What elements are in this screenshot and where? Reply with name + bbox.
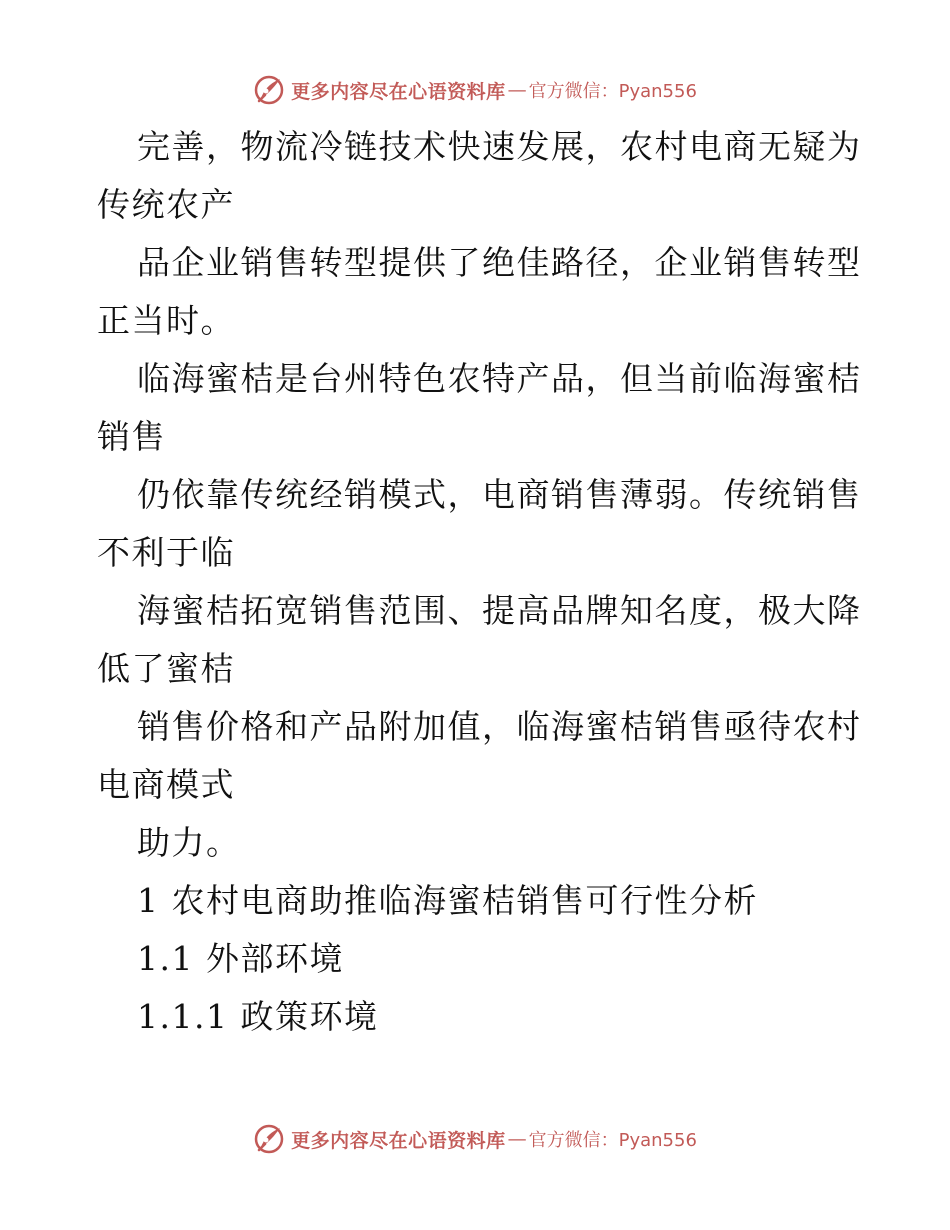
subsection-heading: 1.1 外部环境	[137, 939, 344, 978]
body-line: 完善，物流冷链技术快速发展，农村电商无疑为	[137, 127, 862, 166]
body-line: 海蜜桔拓宽销售范围、提高品牌知名度，极大降	[137, 591, 862, 630]
quill-logo-icon	[253, 74, 285, 106]
section-heading: 1 农村电商助推临海蜜桔销售可行性分析	[137, 881, 758, 920]
body-line: 传统农产	[97, 185, 235, 224]
body-line: 正当时。	[97, 301, 235, 340]
body-line: 临海蜜桔是台州特色农特产品，但当前临海蜜桔	[137, 359, 862, 398]
footer-brand-text: 更多内容尽在心语资料库	[291, 1129, 506, 1152]
header-wechat-text: 官方微信：Pyan556	[528, 81, 697, 102]
quill-logo-icon	[253, 1123, 285, 1155]
body-line: 低了蜜桔	[97, 649, 235, 688]
document-body	[97, 118, 862, 1046]
footer-wechat-text: 官方微信：Pyan556	[528, 1130, 697, 1151]
body-line: 不利于临	[97, 533, 235, 572]
body-line: 品企业销售转型提供了绝佳路径，企业销售转型	[137, 243, 862, 282]
body-line: 电商模式	[97, 765, 235, 804]
body-line: 仍依靠传统经销模式，电商销售薄弱。传统销售	[137, 475, 862, 514]
page-footer-banner	[0, 1119, 950, 1159]
subsubsection-heading: 1.1.1 政策环境	[137, 997, 379, 1036]
footer-separator: —	[507, 1128, 527, 1150]
page-header-banner	[0, 70, 950, 110]
body-line: 助力。	[137, 823, 241, 862]
body-line: 销售价格和产品附加值，临海蜜桔销售亟待农村	[137, 707, 862, 746]
header-separator: —	[507, 79, 527, 101]
body-line: 销售	[97, 417, 166, 456]
header-brand-text: 更多内容尽在心语资料库	[291, 80, 506, 103]
